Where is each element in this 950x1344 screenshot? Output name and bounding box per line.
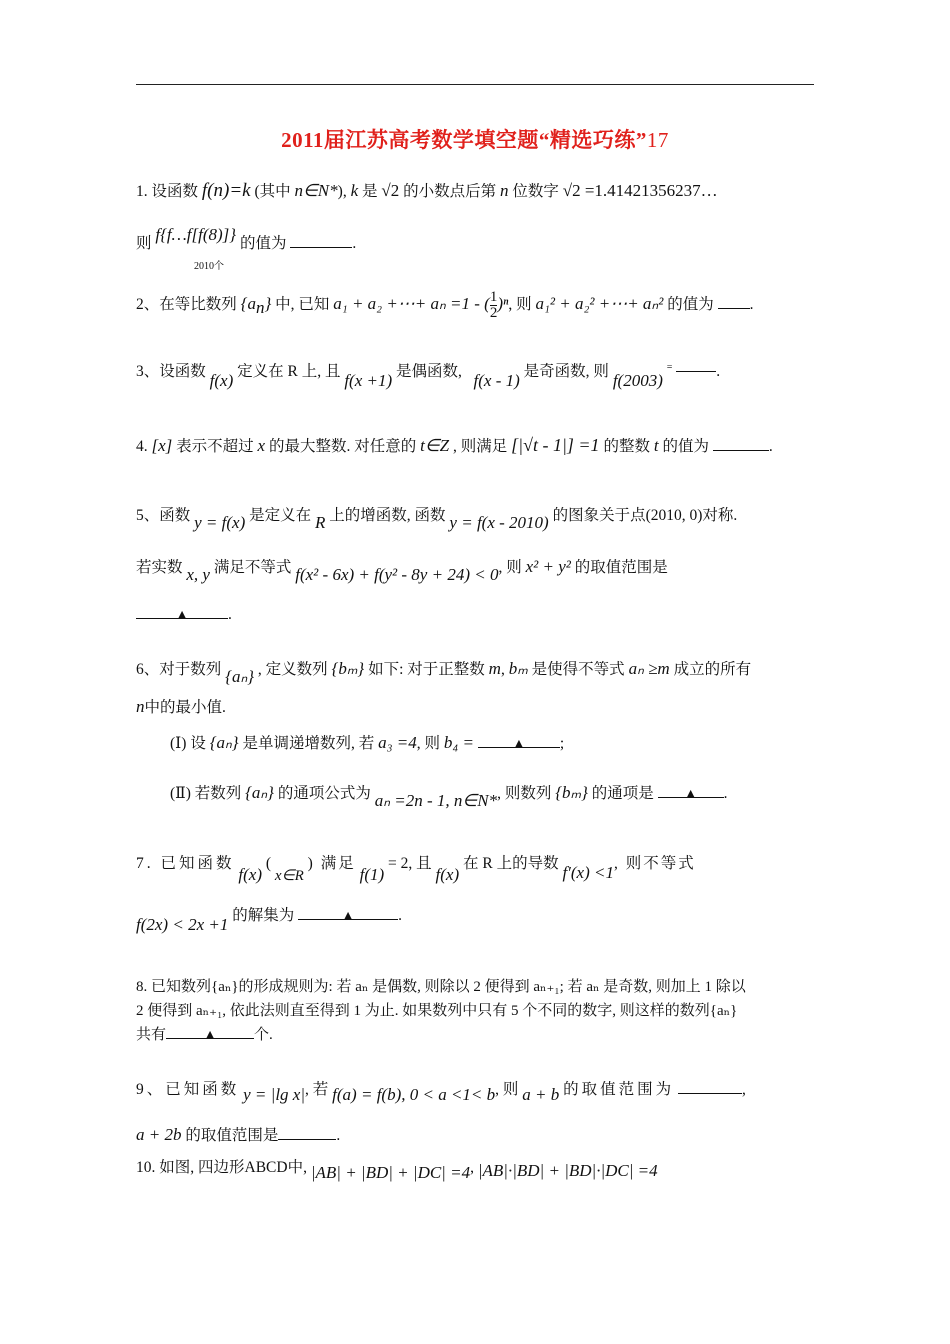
q6-text: , bbox=[500, 661, 505, 678]
q1-text: 位数字 bbox=[512, 183, 559, 200]
q3-formula: f(2003) bbox=[612, 371, 663, 391]
q5-line1 bbox=[136, 504, 816, 532]
q5-formula: y = f(x) bbox=[194, 513, 246, 532]
q9-line1 bbox=[136, 1078, 816, 1104]
q6-text: 6、对于数列 bbox=[136, 661, 222, 678]
q5-text: 若实数 bbox=[136, 559, 183, 576]
q9-line2 bbox=[136, 1124, 816, 1147]
q1-text: 的小数点后第 bbox=[403, 183, 497, 200]
q7-text: 的解集为 bbox=[232, 907, 295, 924]
q5-formula: x² + y² bbox=[525, 557, 571, 576]
q9-text: , bbox=[742, 1081, 746, 1098]
q7-formula: f(2x) < 2x +1 bbox=[136, 915, 229, 934]
q6-text: , 则 bbox=[416, 735, 440, 752]
q5-text: 的图象关于点(2010, 0)对称. bbox=[552, 507, 738, 524]
q6-line2 bbox=[136, 696, 816, 719]
q7-line2 bbox=[136, 904, 816, 934]
fraction-numerator: 1 bbox=[489, 289, 498, 305]
q6-formula: {aₙ} bbox=[209, 733, 239, 752]
q7-text: 在 R 上的导数 bbox=[462, 855, 559, 872]
q3-text: 3、设函数 bbox=[136, 363, 206, 381]
triangle-icon: ▲ bbox=[341, 909, 356, 924]
q6-formula: m bbox=[488, 659, 501, 678]
q9-formula: a + 2b bbox=[136, 1125, 182, 1144]
q4-formula: x bbox=[257, 436, 266, 455]
q6-formula: aₙ =2n - 1, n∈N* bbox=[374, 791, 498, 810]
q1-formula: k bbox=[350, 181, 359, 200]
q7-formula: x∈R bbox=[274, 868, 304, 884]
answer-blank[interactable] bbox=[713, 436, 769, 451]
q4-formula: [x] bbox=[151, 436, 173, 455]
q6-part2 bbox=[170, 782, 850, 810]
q1-formula: n bbox=[500, 181, 509, 200]
q3-formula: f(x) bbox=[209, 371, 234, 391]
answer-blank[interactable] bbox=[718, 294, 750, 309]
triangle-icon: ▲ bbox=[511, 737, 526, 752]
q7-text: . bbox=[398, 907, 402, 924]
q4-text: 表示不超过 bbox=[176, 438, 254, 455]
q1-text: . bbox=[352, 235, 357, 252]
q4-text: . bbox=[768, 438, 773, 455]
q1-text: 1. 设函数 bbox=[136, 183, 199, 200]
q8-line2 bbox=[136, 1000, 816, 1022]
answer-blank[interactable] bbox=[290, 233, 352, 248]
q6-text: (Ⅱ) 若数列 bbox=[170, 785, 242, 802]
q3-text: . bbox=[716, 363, 721, 381]
q1-formula: f{f…f[f(8)]} bbox=[155, 225, 237, 244]
triangle-icon: ▲ bbox=[175, 608, 189, 623]
top-rule bbox=[136, 84, 814, 85]
q4-formula: t bbox=[653, 436, 659, 455]
q7-text: ( bbox=[265, 855, 272, 872]
q5-formula: R bbox=[315, 513, 326, 532]
q5-formula: f(x² - 6x) + f(y² - 8y + 24) < 0 bbox=[295, 565, 499, 584]
q6-formula: b₄ = bbox=[443, 733, 475, 752]
q3-formula: f(x - 1) bbox=[473, 371, 520, 391]
q7-formula: f′(x) <1 bbox=[562, 863, 614, 882]
q4-formula: [|√t - 1|] =1 bbox=[511, 435, 600, 455]
answer-blank[interactable] bbox=[136, 604, 228, 623]
q4-line bbox=[136, 434, 816, 458]
q9-text: 的取值范围是 bbox=[185, 1127, 279, 1144]
q3-formula: f(x +1) bbox=[344, 371, 393, 391]
q4-text: , 则满足 bbox=[452, 438, 508, 455]
q8-text: 8. 已知数列{aₙ}的形成规则为: 若 aₙ 是偶数, 则除以 2 便得到 aₙ₊₁; 若 aₙ 是奇数, 则加上 1 除以 bbox=[136, 979, 746, 995]
q6-text: , 则数列 bbox=[497, 785, 552, 802]
q6-text: 是使得不等式 bbox=[531, 661, 625, 678]
fraction-denominator: 2 bbox=[489, 305, 498, 321]
q2-formula: n bbox=[255, 298, 265, 318]
q6-formula: aₙ ≥m bbox=[628, 659, 670, 678]
q10-formula: |AB| + |BD| + |DC| =4 bbox=[310, 1163, 471, 1182]
q6-formula: {bₘ} bbox=[331, 659, 365, 678]
q1-text: ), bbox=[337, 183, 347, 200]
q6-text: 的通项公式为 bbox=[277, 785, 371, 802]
q4-text: 的整数 bbox=[603, 438, 650, 455]
q8-line3 bbox=[136, 1024, 816, 1046]
q1-text: 的值为 bbox=[239, 235, 287, 252]
q6-formula: a₃ =4 bbox=[378, 733, 417, 752]
answer-blank[interactable] bbox=[676, 357, 716, 372]
q2-text: , 则 bbox=[508, 296, 532, 314]
q2-formula: {a bbox=[240, 294, 256, 314]
q6-text: 如下: 对于正整数 bbox=[368, 661, 485, 678]
q5-text: 是定义在 bbox=[249, 507, 312, 524]
q6-text: , 定义数列 bbox=[257, 661, 328, 678]
q7-text: 7. 已知函数 bbox=[136, 855, 235, 872]
q2-formula: } bbox=[264, 294, 272, 314]
q9-formula: a + b bbox=[522, 1085, 560, 1104]
q4-text: 的值为 bbox=[662, 438, 709, 455]
q4-text: 4. bbox=[136, 438, 148, 455]
answer-blank[interactable] bbox=[478, 733, 560, 752]
q8-text: 个. bbox=[254, 1027, 273, 1043]
q1-text: 则 bbox=[136, 235, 152, 252]
q1-formula: √2 bbox=[381, 181, 400, 200]
q9-text: 的取值范围为 bbox=[563, 1081, 675, 1098]
q6-text: 中的最小值. bbox=[144, 699, 226, 716]
q5-text: 的取值范围是 bbox=[574, 559, 668, 576]
q3-text: 是奇函数, 则 bbox=[523, 363, 609, 381]
q2-text: 中, 已知 bbox=[275, 296, 330, 314]
q7-formula: f(x) bbox=[238, 865, 262, 884]
q9-text: , 若 bbox=[305, 1081, 329, 1098]
q10-text: 10. 如图, 四边形ABCD中, bbox=[136, 1159, 307, 1176]
q5-line3 bbox=[136, 604, 816, 626]
q6-text: (Ⅰ) 设 bbox=[170, 735, 206, 752]
q5-text: 满足不等式 bbox=[213, 559, 292, 576]
title-main: 2011届江苏高考数学填空题“精选巧练” bbox=[281, 128, 647, 152]
q4-formula: t∈Z bbox=[420, 436, 450, 455]
q7-line1 bbox=[136, 852, 816, 884]
q1-text: 是 bbox=[362, 183, 378, 200]
q2-text: 的值为 bbox=[667, 296, 714, 314]
triangle-icon: ▲ bbox=[203, 1028, 217, 1043]
q10-line bbox=[136, 1156, 816, 1182]
q5-formula: x, y bbox=[186, 565, 210, 584]
q2-line bbox=[136, 290, 816, 321]
q6-formula: {aₙ} bbox=[225, 667, 255, 686]
q1-line1 bbox=[136, 180, 816, 203]
q9-text: 9、已知函数 bbox=[136, 1081, 240, 1098]
q8-text: 共有 bbox=[136, 1027, 167, 1043]
q7-formula: f(1) bbox=[359, 865, 385, 884]
q5-text: 5、函数 bbox=[136, 507, 191, 524]
q5-line2 bbox=[136, 556, 816, 584]
q1-line2 bbox=[136, 225, 816, 272]
q2-formula: )ⁿ bbox=[497, 294, 509, 314]
q4-text: 的最大整数. 对任意的 bbox=[268, 438, 417, 455]
q6-text: 成立的所有 bbox=[673, 661, 752, 678]
answer-blank[interactable] bbox=[678, 1079, 742, 1094]
q5-text: 上的增函数, 函数 bbox=[329, 507, 446, 524]
q3-text: 是偶函数, bbox=[396, 363, 462, 381]
title-number: 17 bbox=[646, 128, 669, 152]
q9-formula: y = |lg x| bbox=[243, 1085, 306, 1104]
q3-text: = bbox=[666, 362, 673, 373]
q8-line1 bbox=[136, 976, 816, 998]
answer-blank[interactable] bbox=[166, 1024, 254, 1043]
q6-text: 的通项是 bbox=[591, 785, 654, 802]
q2-text: . bbox=[749, 296, 754, 314]
q2-formula: a₁² + a₂² +⋯+ aₙ² bbox=[535, 294, 664, 314]
q1-formula: f(n)=k bbox=[201, 180, 251, 201]
q6-text: 是单调递增数列, 若 bbox=[242, 735, 375, 752]
q6-formula: {aₙ} bbox=[245, 783, 274, 802]
q9-text: , 则 bbox=[495, 1081, 519, 1098]
q1-brace-label: 2010个 bbox=[194, 261, 224, 272]
answer-blank[interactable] bbox=[658, 783, 724, 802]
q3-line bbox=[136, 357, 816, 391]
q7-text: = 2, 且 bbox=[388, 855, 432, 872]
page-title bbox=[0, 124, 950, 154]
q9-text: . bbox=[336, 1127, 341, 1144]
q2-formula: a₁ + a₂ +⋯+ aₙ =1 - ( bbox=[333, 294, 490, 314]
q6-formula: bₘ bbox=[508, 659, 528, 678]
q2-text: 2、在等比数列 bbox=[136, 296, 237, 314]
q6-text: . bbox=[723, 785, 728, 802]
answer-blank[interactable] bbox=[298, 905, 398, 924]
q9-formula: f(a) = f(b), 0 < a <1< b bbox=[332, 1085, 496, 1104]
q1-formula: √2 =1.41421356237… bbox=[562, 181, 718, 200]
q6-text: ; bbox=[559, 735, 565, 752]
q3-text: 定义在 R 上, 且 bbox=[237, 363, 341, 381]
q7-text: ) 满足 bbox=[307, 855, 356, 872]
q5-text: . bbox=[228, 606, 232, 623]
q8-text: 2 便得到 aₙ₊₁, 依此法则直至得到 1 为止. 如果数列中只有 5 个不同的数字, 则这样的数列{aₙ} bbox=[136, 1003, 738, 1019]
q6-part1 bbox=[170, 732, 850, 755]
q10-text: , bbox=[470, 1159, 474, 1176]
answer-blank[interactable] bbox=[278, 1125, 336, 1140]
q5-text: , 则 bbox=[498, 559, 522, 576]
q7-text: , 则不等式 bbox=[613, 855, 696, 872]
q6-formula: {bₘ} bbox=[555, 783, 588, 802]
q10-formula: |AB|·|BD| + |BD|·|DC| =4 bbox=[477, 1161, 658, 1180]
q6-formula: n bbox=[136, 697, 145, 716]
q1-text: (其中 bbox=[254, 183, 291, 200]
q7-formula: f(x) bbox=[435, 865, 460, 884]
q6-line1 bbox=[136, 658, 816, 686]
triangle-icon: ▲ bbox=[683, 787, 698, 802]
q1-formula: n∈N* bbox=[294, 181, 338, 200]
q5-formula: y = f(x - 2010) bbox=[449, 513, 549, 532]
